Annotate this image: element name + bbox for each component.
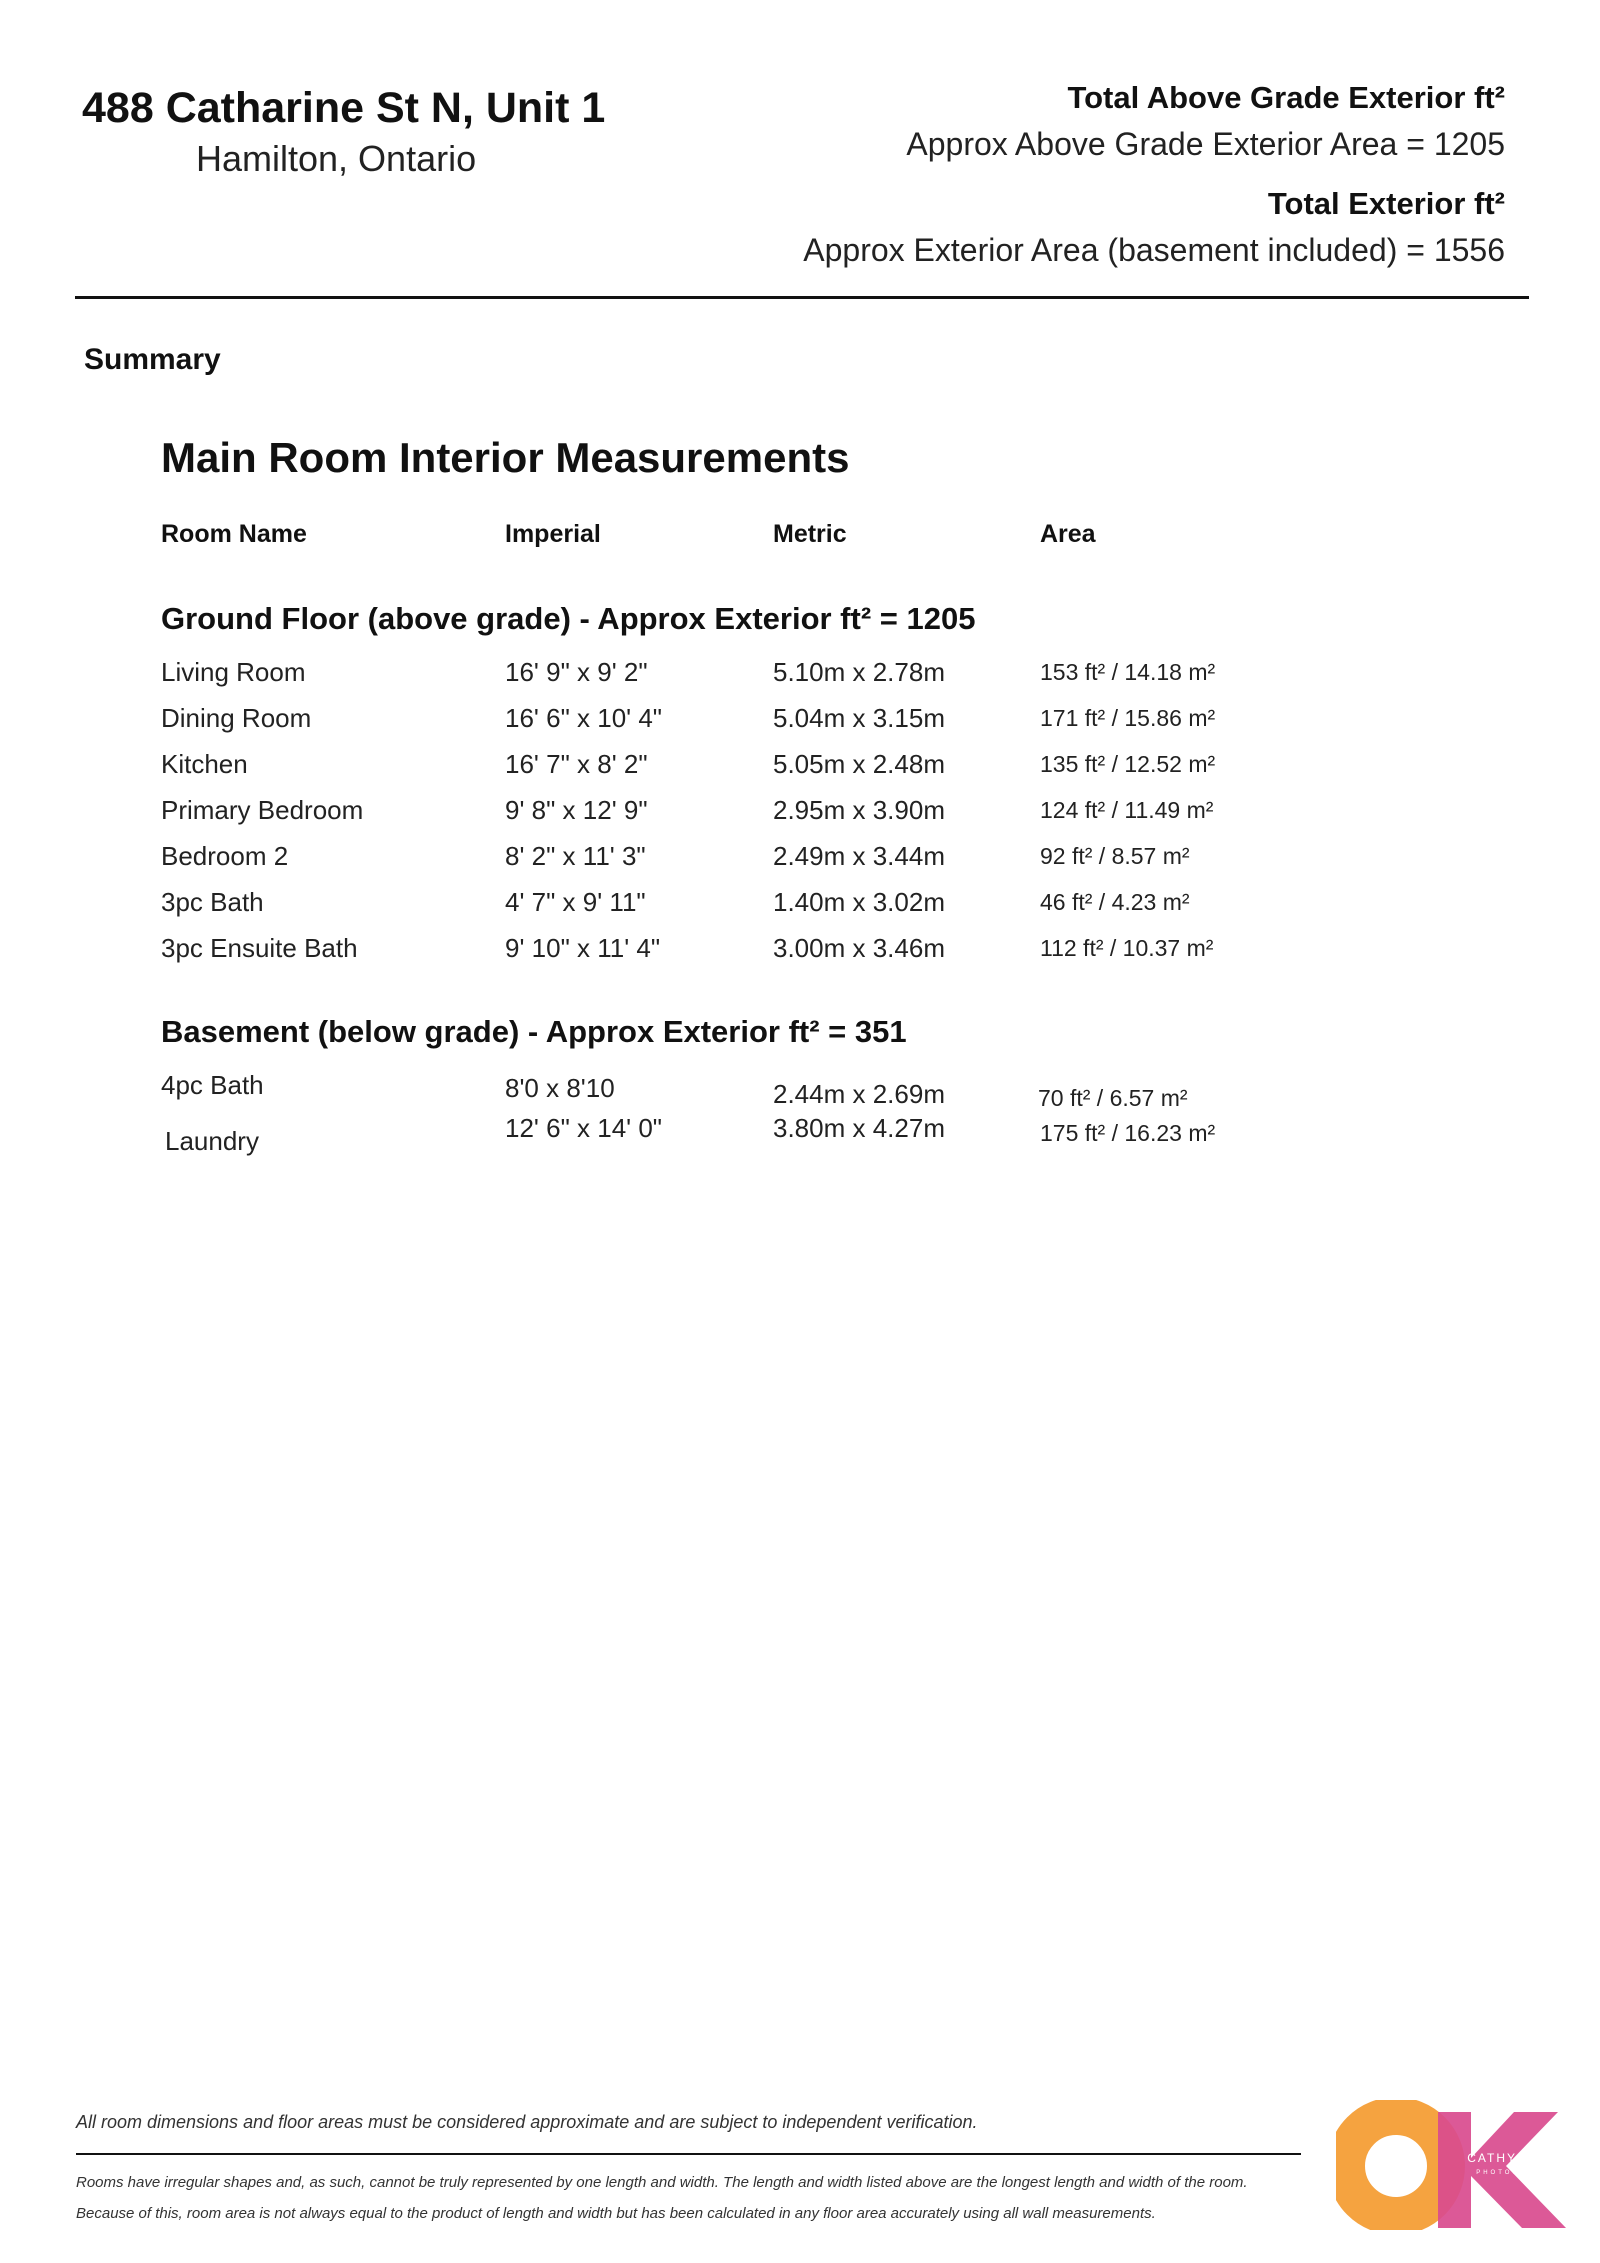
room-metric: 5.10m x 2.78m	[773, 657, 945, 687]
room-metric: 5.04m x 3.15m	[773, 703, 945, 733]
room-metric: 2.95m x 3.90m	[773, 795, 945, 825]
property-city: Hamilton, Ontario	[196, 138, 477, 179]
room-imperial: 8'0 x 8'10	[505, 1073, 615, 1103]
room-metric: 2.44m x 2.69m	[773, 1079, 945, 1109]
room-area: 70 ft² / 6.57 m²	[1038, 1085, 1188, 1111]
room-area: 171 ft² / 15.86 m²	[1040, 705, 1216, 731]
room-name: Dining Room	[161, 703, 312, 733]
logo-text-line2: PHOTOGRAPHY	[1476, 2170, 1556, 2176]
room-area: 153 ft² / 14.18 m²	[1040, 659, 1216, 685]
footer-note-2: Because of this, room area is not always equal to the product of length and width but has been calculated in any floor area accurately using all wall measurements.	[76, 2205, 1156, 2222]
room-imperial: 12' 6" x 14' 0"	[505, 1113, 663, 1143]
main-title: Main Room Interior Measurements	[161, 434, 850, 481]
above-grade-heading: Total Above Grade Exterior ft²	[1067, 80, 1505, 115]
room-metric: 1.40m x 3.02m	[773, 887, 945, 917]
disclaimer: All room dimensions and floor areas must be considered approximate and are subject to independent verification.	[76, 2112, 978, 2132]
footer-note-1: Rooms have irregular shapes and, as such, cannot be truly represented by one length and width. The length and width listed above are the longest length and width of the room.	[76, 2174, 1248, 2191]
room-area: 135 ft² / 12.52 m²	[1040, 751, 1216, 777]
room-name: 4pc Bath	[161, 1070, 264, 1100]
summary-label: Summary	[84, 343, 221, 376]
room-imperial: 4' 7" x 9' 11"	[505, 887, 646, 917]
above-grade-area: Approx Above Grade Exterior Area = 1205	[906, 126, 1505, 162]
room-name: 3pc Ensuite Bath	[161, 933, 358, 963]
room-area: 92 ft² / 8.57 m²	[1040, 843, 1190, 869]
room-imperial: 9' 8" x 12' 9"	[505, 795, 648, 825]
room-metric: 5.05m x 2.48m	[773, 749, 945, 779]
room-name: Kitchen	[161, 749, 248, 779]
room-metric: 3.00m x 3.46m	[773, 933, 945, 963]
room-metric: 2.49m x 3.44m	[773, 841, 945, 871]
room-name: Bedroom 2	[161, 841, 289, 871]
total-exterior-heading: Total Exterior ft²	[1267, 186, 1505, 221]
col-metric: Metric	[773, 520, 847, 548]
col-room-name: Room Name	[161, 520, 307, 548]
header-divider	[75, 296, 1529, 299]
room-imperial: 16' 6" x 10' 4"	[505, 703, 663, 733]
room-imperial: 16' 9" x 9' 2"	[505, 657, 648, 687]
room-metric: 3.80m x 4.27m	[773, 1113, 945, 1143]
cathy-koop-photography-logo	[1336, 2100, 1576, 2230]
room-area: 112 ft² / 10.37 m²	[1040, 935, 1214, 961]
footer-divider	[76, 2153, 1301, 2155]
ground-floor-title: Ground Floor (above grade) - Approx Exterior ft² = 1205	[161, 601, 976, 636]
room-imperial: 16' 7" x 8' 2"	[505, 749, 648, 779]
room-imperial: 9' 10" x 11' 4"	[505, 933, 661, 963]
room-area: 46 ft² / 4.23 m²	[1040, 889, 1190, 915]
room-area: 124 ft² / 11.49 m²	[1040, 797, 1214, 823]
room-name: Primary Bedroom	[161, 795, 364, 825]
room-name: Living Room	[161, 657, 306, 687]
logo-text-line1: CATHY KOOP	[1467, 2151, 1565, 2165]
col-area: Area	[1040, 520, 1096, 548]
col-imperial: Imperial	[505, 520, 601, 548]
basement-title: Basement (below grade) - Approx Exterior ft² = 351	[161, 1014, 907, 1049]
room-area: 175 ft² / 16.23 m²	[1040, 1120, 1216, 1146]
room-name: 3pc Bath	[161, 887, 264, 917]
room-name: Laundry	[165, 1126, 259, 1156]
total-exterior-area: Approx Exterior Area (basement included) = 1556	[803, 232, 1505, 268]
room-imperial: 8' 2" x 11' 3"	[505, 841, 646, 871]
property-address: 488 Catharine St N, Unit 1	[82, 84, 606, 132]
